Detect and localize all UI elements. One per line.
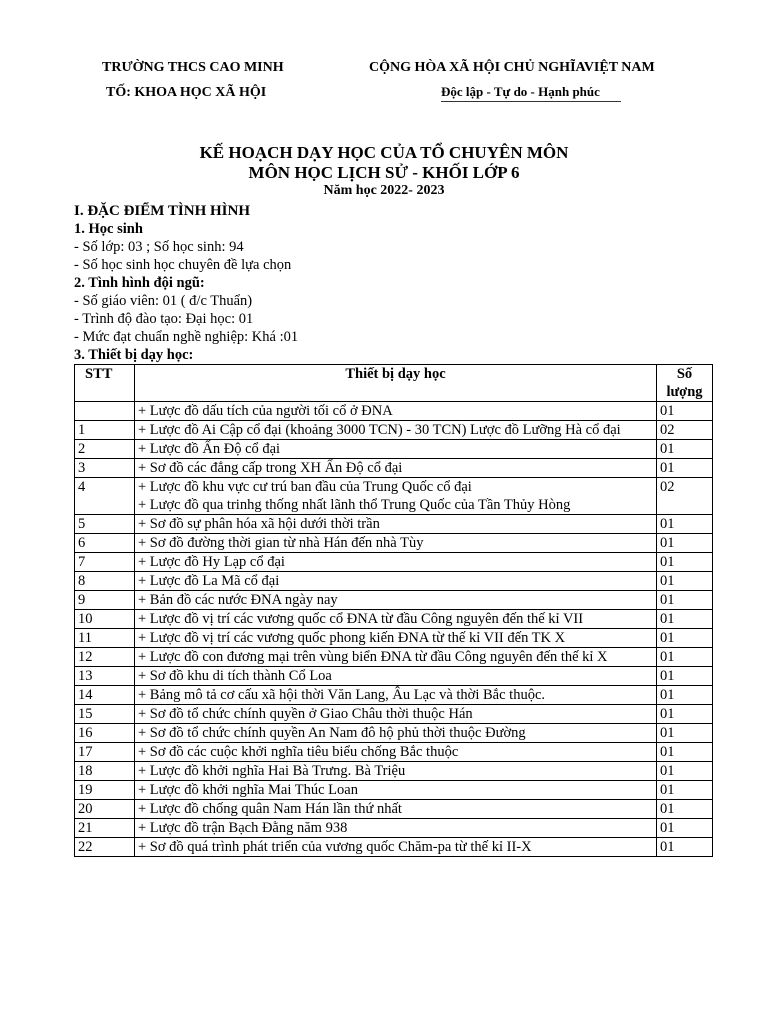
row-number-cell: 17 xyxy=(75,743,135,762)
quantity-cell: 01 xyxy=(657,743,713,762)
row-number-cell: 12 xyxy=(75,648,135,667)
department-name: TỐ: KHOA HỌC XÃ HỘI xyxy=(106,85,267,100)
row-number-cell: 3 xyxy=(75,459,135,478)
table-row xyxy=(75,515,713,534)
equipment-name-cell: + Sơ đồ tổ chức chính quyền ở Giao Châu thời thuộc Hán xyxy=(135,705,657,724)
equipment-name-cell: + Lược đồ vị trí các vương quốc cổ ĐNA từ đầu Công nguyên đến thế kỉ VII xyxy=(135,610,657,629)
column-header-quantity: Số lượng xyxy=(657,365,713,402)
equipment-name-cell: + Sơ đồ các đẳng cấp trong XH Ấn Độ cổ đại xyxy=(135,459,657,478)
row-number-cell: 13 xyxy=(75,667,135,686)
equipment-name-cell: + Sơ đồ quá trình phát triển của vương quốc Chăm-pa từ thế kỉ II-X xyxy=(135,838,657,857)
equipment-name-cell: + Lược đồ khu vực cư trú ban đầu của Trung Quốc cổ đại + Lược đồ qua trinhg thống nhất lãnh thổ Trung Quốc của Tần Thủy Hòng xyxy=(135,478,657,515)
quantity-cell: 01 xyxy=(657,838,713,857)
row-number-cell: 6 xyxy=(75,534,135,553)
row-number-cell xyxy=(75,402,135,421)
equipment-name-cell: + Lược đồ trận Bạch Đằng năm 938 xyxy=(135,819,657,838)
table-row xyxy=(75,819,713,838)
row-number-cell: 10 xyxy=(75,610,135,629)
table-row xyxy=(75,724,713,743)
table-row xyxy=(75,648,713,667)
equipment-name-cell: + Bản đồ các nước ĐNA ngày nay xyxy=(135,591,657,610)
row-number-cell: 19 xyxy=(75,781,135,800)
national-motto: Độc lập - Tự do - Hạnh phúc xyxy=(441,84,600,99)
quantity-cell: 01 xyxy=(657,781,713,800)
quantity-cell: 01 xyxy=(657,572,713,591)
quantity-cell: 01 xyxy=(657,515,713,534)
table-row xyxy=(75,800,713,819)
table-row xyxy=(75,610,713,629)
table-row xyxy=(75,705,713,724)
staff-heading: 2. Tình hình đội ngũ: xyxy=(74,275,205,291)
school-year: Năm học 2022- 2023 xyxy=(323,183,445,198)
table-row xyxy=(75,838,713,857)
equipment-name-cell: + Lược đồ Ai Cập cổ đại (khoảng 3000 TCN) - 30 TCN) Lược đồ Lưỡng Hà cổ đại xyxy=(135,421,657,440)
equipment-name-cell: + Lược đồ dấu tích của người tối cổ ở ĐNA xyxy=(135,402,657,421)
table-row xyxy=(75,686,713,705)
table-row xyxy=(75,667,713,686)
table-row xyxy=(75,629,713,648)
equipment-name-cell: + Lược đồ chống quân Nam Hán lần thứ nhất xyxy=(135,800,657,819)
quantity-cell: 01 xyxy=(657,819,713,838)
quantity-cell: 01 xyxy=(657,440,713,459)
row-number-cell: 9 xyxy=(75,591,135,610)
quantity-cell: 01 xyxy=(657,610,713,629)
equipment-name-cell: + Sơ đồ sự phân hóa xã hội dưới thời trần xyxy=(135,515,657,534)
quantity-cell: 01 xyxy=(657,667,713,686)
doc-title-line1: KẾ HOẠCH DẠY HỌC CỦA TỔ CHUYÊN MÔN xyxy=(199,143,569,162)
row-number-cell: 4 xyxy=(75,478,135,515)
quantity-cell: 01 xyxy=(657,648,713,667)
document-body xyxy=(74,202,714,364)
equipment-name-cell: + Bảng mô tả cơ cấu xã hội thời Văn Lang, Âu Lạc và thời Bắc thuộc. xyxy=(135,686,657,705)
row-number-cell: 8 xyxy=(75,572,135,591)
table-row xyxy=(75,402,713,421)
staff-line: - Trình độ đào tạo: Đại học: 01 xyxy=(74,311,254,327)
quantity-cell: 01 xyxy=(657,705,713,724)
row-number-cell: 5 xyxy=(75,515,135,534)
quantity-cell: 02 xyxy=(657,478,713,515)
quantity-cell: 01 xyxy=(657,459,713,478)
equipment-name-cell: + Sơ đồ khu di tích thành Cổ Loa xyxy=(135,667,657,686)
equipment-name-cell: + Sơ đồ tổ chức chính quyền An Nam đô hộ phủ thời thuộc Đường xyxy=(135,724,657,743)
table-row xyxy=(75,781,713,800)
equipment-name-cell: + Sơ đồ các cuộc khởi nghĩa tiêu biểu chống Bắc thuộc xyxy=(135,743,657,762)
quantity-cell: 01 xyxy=(657,629,713,648)
equipment-name-cell: + Lược đồ vị trí các vương quốc phong kiến ĐNA từ thế kỉ VII đến TK X xyxy=(135,629,657,648)
students-line: - Số học sinh học chuyên đề lựa chọn xyxy=(74,257,292,273)
equipment-table xyxy=(74,364,713,857)
quantity-cell: 02 xyxy=(657,421,713,440)
equipment-name-cell: + Lược đồ Ấn Độ cổ đại xyxy=(135,440,657,459)
table-row xyxy=(75,743,713,762)
quantity-cell: 01 xyxy=(657,724,713,743)
quantity-cell: 01 xyxy=(657,800,713,819)
quantity-cell: 01 xyxy=(657,686,713,705)
row-number-cell: 20 xyxy=(75,800,135,819)
quantity-cell: 01 xyxy=(657,591,713,610)
section-heading: I. ĐẶC ĐIỂM TÌNH HÌNH xyxy=(74,203,250,219)
row-number-cell: 11 xyxy=(75,629,135,648)
students-line: - Số lớp: 03 ; Số học sinh: 94 xyxy=(74,239,244,255)
quantity-cell: 01 xyxy=(657,553,713,572)
table-row xyxy=(75,591,713,610)
row-number-cell: 1 xyxy=(75,421,135,440)
row-number-cell: 7 xyxy=(75,553,135,572)
table-row xyxy=(75,762,713,781)
row-number-cell: 22 xyxy=(75,838,135,857)
equipment-name-cell: + Lược đồ Hy Lạp cổ đại xyxy=(135,553,657,572)
row-number-cell: 16 xyxy=(75,724,135,743)
equipment-name-cell: + Lược đồ La Mã cổ đại xyxy=(135,572,657,591)
row-number-cell: 14 xyxy=(75,686,135,705)
table-row xyxy=(75,421,713,440)
motto-underline xyxy=(441,101,621,102)
table-row xyxy=(75,572,713,591)
table-row xyxy=(75,534,713,553)
equipment-heading: 3. Thiết bị dạy học: xyxy=(74,347,194,363)
equipment-name-cell: + Sơ đồ đường thời gian từ nhà Hán đến nhà Tùy xyxy=(135,534,657,553)
table-row xyxy=(75,478,713,515)
row-number-cell: 2 xyxy=(75,440,135,459)
students-heading: 1. Học sinh xyxy=(74,221,143,237)
quantity-cell: 01 xyxy=(657,762,713,781)
table-row xyxy=(75,440,713,459)
table-row xyxy=(75,459,713,478)
column-header-stt: STT xyxy=(75,365,135,402)
staff-line: - Số giáo viên: 01 ( đ/c Thuẩn) xyxy=(74,293,253,309)
quantity-cell: 01 xyxy=(657,534,713,553)
staff-line: - Mức đạt chuẩn nghề nghiệp: Khá :01 xyxy=(74,329,299,345)
row-number-cell: 21 xyxy=(75,819,135,838)
table-row xyxy=(75,553,713,572)
equipment-name-cell: + Lược đồ khởi nghĩa Mai Thúc Loan xyxy=(135,781,657,800)
column-header-equipment: Thiết bị dạy học xyxy=(135,365,657,402)
doc-title-line2: MÔN HỌC LỊCH SỬ - KHỐI LỚP 6 xyxy=(248,163,520,182)
quantity-cell: 01 xyxy=(657,402,713,421)
row-number-cell: 15 xyxy=(75,705,135,724)
row-number-cell: 18 xyxy=(75,762,135,781)
equipment-table-body xyxy=(75,402,713,857)
equipment-name-cell: + Lược đồ con đương mại trên vùng biển ĐNA từ đầu Công nguyên đến thế kỉ X xyxy=(135,648,657,667)
table-header-row xyxy=(75,365,713,402)
country-name: CỘNG HÒA XÃ HỘI CHỦ NGHĨAVIỆT NAM xyxy=(369,60,655,75)
equipment-name-cell: + Lược đồ khởi nghĩa Hai Bà Trưng. Bà Triệu xyxy=(135,762,657,781)
school-name: TRƯỜNG THCS CAO MINH xyxy=(102,60,284,75)
